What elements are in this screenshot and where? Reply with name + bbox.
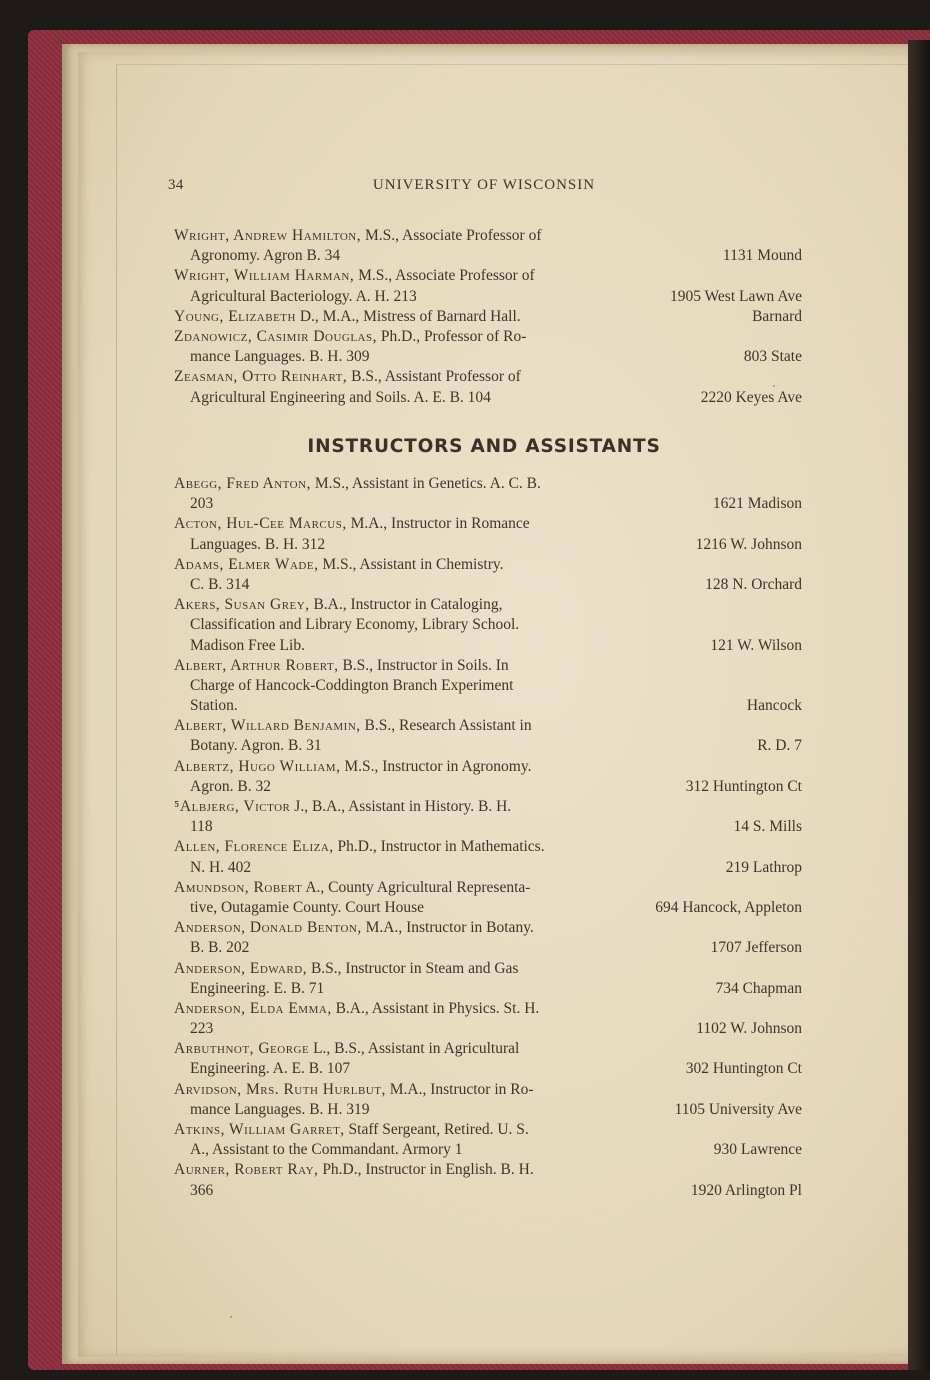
entry-continuation-line <box>0 696 930 716</box>
entry-continuation-line <box>0 575 930 595</box>
entry-text: J., B.A., Assistant in History. B. H. <box>290 798 512 815</box>
home-address: R. D. 7 <box>757 737 802 755</box>
directory-entry <box>0 837 930 877</box>
entry-first-line <box>0 266 930 286</box>
entry-first-line <box>0 514 930 534</box>
entry-text: 118 <box>190 818 213 836</box>
entry-continuation-line <box>0 736 930 756</box>
page-header <box>168 177 800 201</box>
directory-entry <box>0 757 930 797</box>
directory-entry <box>0 999 930 1039</box>
person-name: Young, Elizabeth <box>174 307 296 325</box>
entry-text: L., B.S., Assistant in Agricultural <box>309 1040 520 1058</box>
entry-continuation-line <box>0 676 930 696</box>
entry-text: mance Languages. B. H. 319 <box>190 1100 370 1118</box>
entry-text: M.S., Assistant in Genetics. A. C. B. <box>310 475 541 492</box>
directory-entry <box>0 1039 930 1079</box>
person-name: Arvidson, Mrs. Ruth Hurlbut, <box>174 1080 386 1098</box>
home-address: 1707 Jefferson <box>710 939 802 957</box>
directory-entry <box>0 367 930 407</box>
directory-entry <box>0 595 930 656</box>
entry-text: Madison Free Lib. <box>190 636 305 654</box>
home-address: 1105 University Ave <box>674 1100 802 1118</box>
entry-continuation-line <box>0 1140 930 1160</box>
person-name: Albert, Willard Benjamin, <box>174 717 361 735</box>
entry-continuation-line <box>0 1100 930 1120</box>
home-address: 1905 West Lawn Ave <box>669 287 802 305</box>
directory-entry <box>0 716 930 756</box>
entry-text: 366 <box>190 1181 214 1199</box>
entry-first-line <box>0 918 930 938</box>
running-title: UNIVERSITY OF WISCONSIN <box>372 177 596 193</box>
home-address: 1216 W. Johnson <box>695 535 802 553</box>
entry-text: Agronomy. Agron B. 34 <box>190 247 341 265</box>
entry-text: B.S., Assistant Professor of <box>347 368 521 386</box>
entry-first-line <box>0 1120 930 1140</box>
entry-text: B. B. 202 <box>190 939 250 957</box>
entry-text: M.S., Associate Professor of <box>361 227 542 244</box>
directory-entry <box>0 266 930 306</box>
person-name: Amundson, Robert <box>174 878 303 896</box>
home-address: 2220 Keyes Ave <box>700 388 802 406</box>
entry-first-line <box>0 878 930 898</box>
entry-first-line <box>0 595 930 615</box>
home-address: 1920 Arlington Pl <box>690 1181 802 1199</box>
entry-first-line <box>0 1160 930 1180</box>
entry-text: Ph.D., Instructor in English. B. H. <box>318 1161 534 1179</box>
directory-entry <box>0 474 930 514</box>
section-heading: INSTRUCTORS AND ASSISTANTS <box>307 436 661 457</box>
directory-entry <box>0 514 930 554</box>
entry-text: D., M.A., Mistress of Barnard Hall. <box>295 307 521 325</box>
entry-text: B.A., Assistant in Physics. St. H. <box>331 999 540 1017</box>
entry-continuation-line <box>0 494 930 514</box>
entry-text: B.S., Instructor in Steam and Gas <box>307 959 519 977</box>
directory-entry <box>0 555 930 595</box>
entry-text: Station. <box>190 697 238 715</box>
entry-first-line <box>0 797 930 817</box>
entry-first-line <box>0 837 930 857</box>
entry-text: 203 <box>190 495 214 513</box>
person-name: Atkins, William Garret, <box>174 1121 345 1138</box>
entry-text: N. H. 402 <box>190 858 252 876</box>
entry-text: Classification and Library Economy, Library School. <box>190 616 520 634</box>
entry-continuation-line <box>0 898 930 918</box>
person-name: Albert, Arthur Robert, <box>174 656 339 674</box>
entry-text: 223 <box>190 1020 214 1038</box>
entry-text: B.A., Instructor in Cataloging, <box>309 596 503 614</box>
entry-text: M.S., Assistant in Chemistry. <box>318 555 504 573</box>
directory-entry <box>0 797 930 837</box>
home-address: 1131 Mound <box>722 247 802 265</box>
directory-entry <box>0 226 930 266</box>
entry-continuation-line <box>0 858 930 878</box>
entry-continuation-line <box>0 535 930 555</box>
entry-text: M.S., Associate Professor of <box>354 267 535 285</box>
home-address: 128 N. Orchard <box>705 575 802 593</box>
entry-text: Botany. Agron. B. 31 <box>190 737 322 755</box>
entry-first-line <box>0 656 930 676</box>
entry-text: M.S., Instructor in Agronomy. <box>340 757 532 775</box>
entry-text: Agricultural Bacteriology. A. H. 213 <box>190 287 417 305</box>
entry-first-line <box>0 999 930 1019</box>
entry-continuation-line <box>0 615 930 635</box>
person-name: Allen, Florence Eliza, <box>174 838 334 856</box>
person-name: Anderson, Elda Emma, <box>174 999 332 1017</box>
directory-entry <box>0 1080 930 1120</box>
entry-continuation-line <box>0 287 930 307</box>
entry-continuation-line <box>0 777 930 797</box>
paper-speck <box>230 1316 232 1318</box>
directory-entry <box>0 878 930 918</box>
home-address: Hancock <box>746 697 802 715</box>
directory-entry <box>0 656 930 717</box>
entry-text: B.S., Research Assistant in <box>360 717 532 735</box>
home-address: 14 S. Mills <box>733 818 802 836</box>
person-name: Wright, Andrew Hamilton, <box>174 227 362 244</box>
home-address: 219 Lathrop <box>725 858 802 876</box>
home-address: 1102 W. Johnson <box>696 1020 802 1038</box>
home-address: Barnard <box>752 307 802 325</box>
entry-text: Ph.D., Instructor in Mathematics. <box>333 838 545 856</box>
home-address: 803 State <box>743 348 802 366</box>
page-number: 34 <box>168 177 184 193</box>
entry-text: C. B. 314 <box>190 575 250 593</box>
home-address: 121 W. Wilson <box>710 636 802 654</box>
entry-first-line <box>0 474 930 494</box>
entry-continuation-line <box>0 938 930 958</box>
directory-entry <box>0 1120 930 1160</box>
entry-text: Ph.D., Professor of Ro- <box>377 327 527 345</box>
entry-text: Engineering. E. B. 71 <box>190 979 325 997</box>
directory-entry <box>0 959 930 999</box>
entry-first-line <box>0 1080 930 1100</box>
home-address: 302 Huntington Ct <box>685 1060 802 1078</box>
faculty-list <box>0 226 930 408</box>
entry-continuation-line <box>0 1181 930 1201</box>
person-name: ⁵Albjerg, Victor <box>174 798 291 815</box>
home-address: 734 Chapman <box>715 979 802 997</box>
home-address: 694 Hancock, Appleton <box>655 898 802 916</box>
entry-text: Engineering. A. E. B. 107 <box>190 1060 351 1078</box>
entry-text: B.S., Instructor in Soils. In <box>338 656 509 674</box>
directory-entry <box>0 307 930 327</box>
entry-first-line <box>0 327 930 347</box>
entry-continuation-line <box>0 979 930 999</box>
entry-continuation-line <box>0 817 930 837</box>
home-address: 930 Lawrence <box>713 1141 802 1159</box>
person-name: Akers, Susan Grey, <box>174 596 310 614</box>
person-name: Acton, Hul-Cee Marcus, <box>174 515 347 533</box>
home-address: 1621 Madison <box>712 495 802 513</box>
entry-text: A., Assistant to the Commandant. Armory 1 <box>190 1141 463 1159</box>
entry-text: Charge of Hancock-Coddington Branch Experiment <box>190 676 514 694</box>
person-name: Abegg, Fred Anton, <box>174 475 311 492</box>
entry-continuation-line <box>0 1019 930 1039</box>
person-name: Anderson, Edward, <box>174 959 308 977</box>
entry-text: Languages. B. H. 312 <box>190 535 326 553</box>
instructors-list <box>0 474 930 1201</box>
entry-text: M.A., Instructor in Ro- <box>385 1080 534 1098</box>
person-name: Anderson, Donald Benton, <box>174 919 362 937</box>
entry-first-line <box>0 555 930 575</box>
entry-first-line <box>0 757 930 777</box>
entry-text: tive, Outagamie County. Court House <box>190 898 425 916</box>
directory-entry <box>0 327 930 367</box>
paper-speck <box>773 385 775 387</box>
entry-text: Staff Sergeant, Retired. U. S. <box>344 1121 529 1138</box>
entry-continuation-line <box>0 388 930 408</box>
entry-first-line <box>0 307 930 327</box>
entry-first-line <box>0 367 930 387</box>
directory-entry <box>0 1160 930 1200</box>
entry-text: A., County Agricultural Representa- <box>302 878 531 896</box>
person-name: Adams, Elmer Wade, <box>174 555 319 573</box>
person-name: Albertz, Hugo William, <box>174 757 341 775</box>
entry-first-line <box>0 716 930 736</box>
entry-text: Agron. B. 32 <box>190 777 271 795</box>
entry-text: mance Languages. B. H. 309 <box>190 348 370 366</box>
entry-text: M.A., Instructor in Botany. <box>361 919 534 937</box>
person-name: Wright, William Harman, <box>174 267 355 285</box>
entry-continuation-line <box>0 347 930 367</box>
entry-first-line <box>0 959 930 979</box>
person-name: Zeasman, Otto Reinhart, <box>174 368 348 386</box>
entry-continuation-line <box>0 246 930 266</box>
entry-continuation-line <box>0 1059 930 1079</box>
directory-entry <box>0 918 930 958</box>
home-address: 312 Huntington Ct <box>685 777 802 795</box>
entry-first-line <box>0 1039 930 1059</box>
person-name: Arbuthnot, George <box>174 1040 310 1058</box>
entry-text: Agricultural Engineering and Soils. A. E. B. 104 <box>190 388 491 406</box>
entry-text: M.A., Instructor in Romance <box>346 515 530 533</box>
entry-first-line <box>0 226 930 246</box>
person-name: Aurner, Robert Ray, <box>174 1161 319 1179</box>
person-name: Zdanowicz, Casimir Douglas, <box>174 327 377 345</box>
entry-continuation-line <box>0 636 930 656</box>
